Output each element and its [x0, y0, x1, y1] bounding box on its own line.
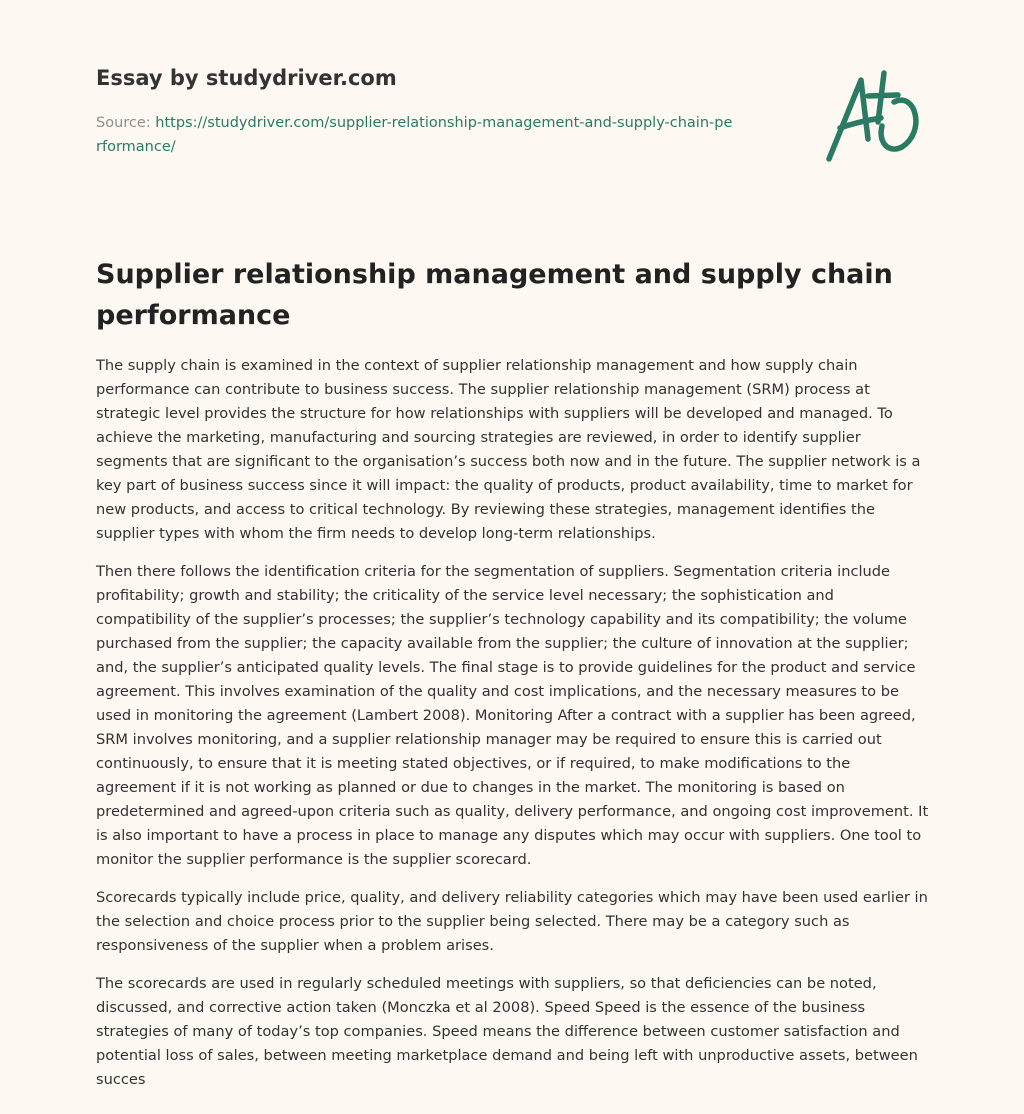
- article-title: Supplier relationship management and supply chain performance: [96, 259, 893, 331]
- page-header: [96, 64, 796, 159]
- paragraph: Scorecards typically include price, quality, and delivery reliability categories which may have been used earlier in the selection and choice process prior to the supplier being selected. There may be a category such as responsiveness of the supplier when a problem arises.: [96, 889, 928, 954]
- paragraph: The supply chain is examined in the context of supplier relationship management and how supply chain performance can contribute to business success. The supplier relationship management (SRM) process at strategic level provides the structure for how relationships with suppliers will be developed and managed. To achieve the marketing, manufacturing and sourcing strategies are reviewed, in order to identify supplier segments that are significant to the organisation’s success both now and in the future. The supplier network is a key part of business success since it will impact: the quality of products, product availability, time to market for new products, and access to critical technology. By reviewing these strategies, management identifies the supplier types with whom the firm needs to develop long-term relationships.: [96, 357, 921, 542]
- article-body: [96, 354, 932, 1106]
- a-plus-grade-icon: [818, 66, 930, 166]
- source-link[interactable]: https://studydriver.com/supplier-relationship-management-and-supply-chain-performance/: [96, 115, 733, 155]
- source-line: [96, 111, 736, 159]
- brand-title: Essay by studydriver.com: [96, 66, 397, 90]
- paragraph: The scorecards are used in regularly scheduled meetings with suppliers, so that deficiencies can be noted, discussed, and corrective action taken (Monczka et al 2008). Speed Speed is the essence of the business strategies of many of today’s top companies. Speed means the difference between customer satisfaction and potential loss of sales, between meeting marketplace demand and being left with unproductive assets, between succes: [96, 975, 918, 1088]
- source-label: Source:: [96, 115, 151, 131]
- paragraph: Then there follows the identification criteria for the segmentation of suppliers. Segmentation criteria include profitability; growth and stability; the criticality of the service level necessary; the sophistication and compatibility of the supplier’s processes; the supplier’s technology capability and its compatibility; the volume purchased from the supplier; the capacity available from the supplier; the culture of innovation at the supplier; and, the supplier’s anticipated quality levels. The final stage is to provide guidelines for the product and service agreement. This involves examination of the quality and cost implications, and the necessary measures to be used in monitoring the agreement (Lambert 2008). Monitoring After a contract with a supplier has been agreed, SRM involves monitoring, and a supplier relationship manager may be required to ensure this is carried out continuously, to ensure that it is meeting stated objectives, or if required, to make modifications to the agreement if it is not working as planned or due to changes in the market. The monitoring is based on predetermined and agreed-upon criteria such as quality, delivery performance, and ongoing cost improvement. It is also important to have a process in place to manage any disputes which may occur with suppliers. One tool to monitor the supplier performance is the supplier scorecard.: [96, 563, 929, 868]
